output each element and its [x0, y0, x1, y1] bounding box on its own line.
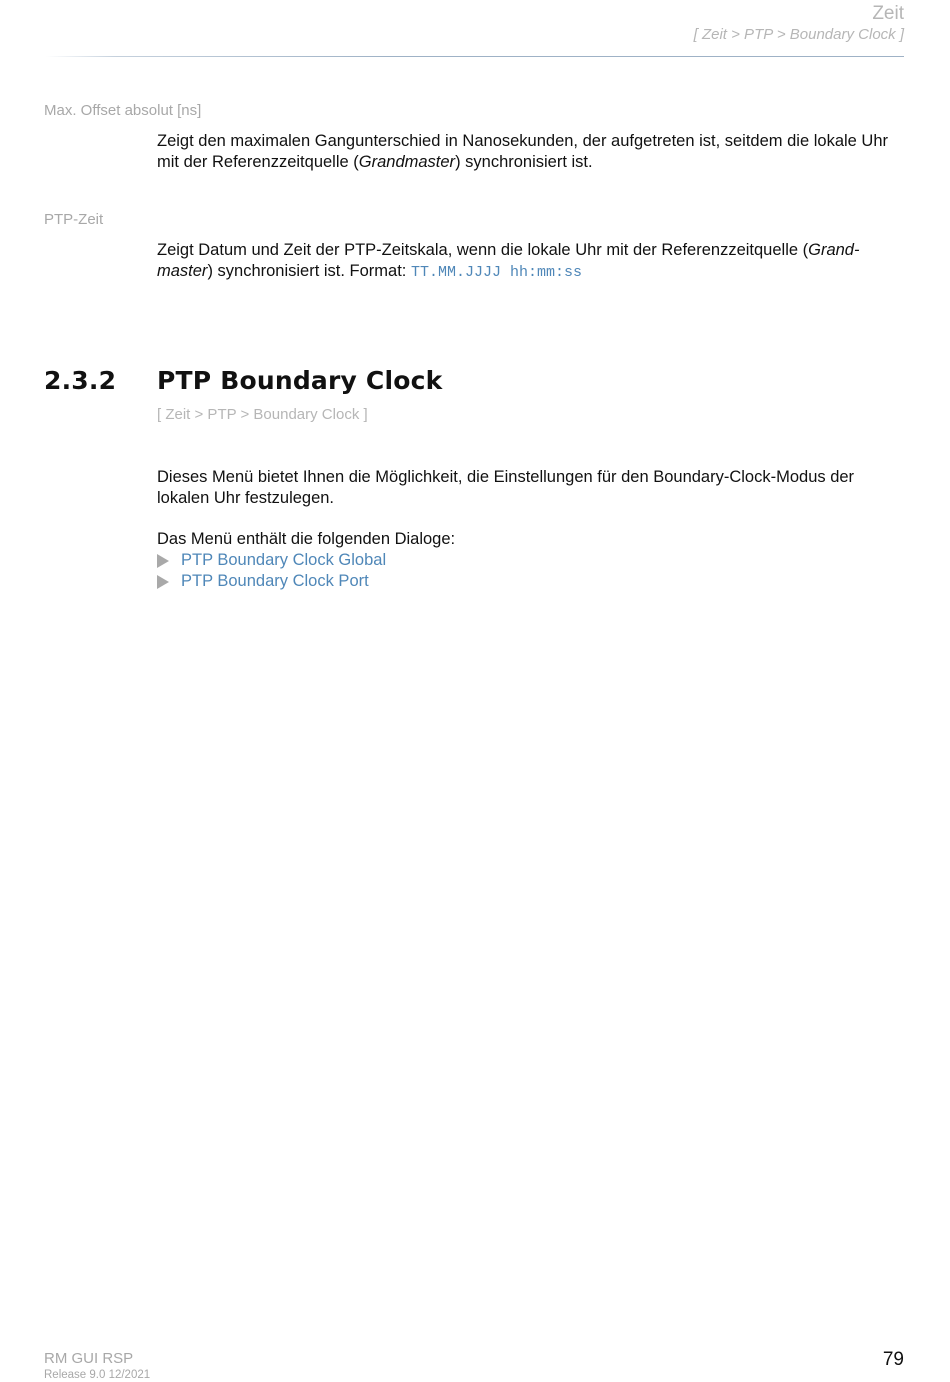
param-description-max-offset: Zeigt den maximalen Gangunterschied in Nanosekunden, der aufgetreten ist, seitdem die lokale Uhr mit der Referenzzeitquelle (Grandmaster) synchronisiert ist.	[157, 132, 889, 171]
dialog-list-intro: Das Menü enthält die folgenden Dialoge:	[157, 530, 456, 548]
dialog-list	[157, 550, 386, 592]
section-intro: Dieses Menü bietet Ihnen die Möglichkeit, die Einstellungen für den Boundary-Clock-Modus der lokalen Uhr festzulegen.	[157, 468, 855, 507]
page-number: 79	[882, 1349, 904, 1370]
param-label-max-offset: Max. Offset absolut [ns]	[44, 102, 202, 119]
link-ptp-boundary-clock-global[interactable]: PTP Boundary Clock Global	[181, 551, 387, 569]
param-label-ptp-time: PTP-Zeit	[44, 211, 104, 228]
header-breadcrumb: [ Zeit > PTP > Boundary Clock ]	[693, 26, 904, 43]
header-chapter: Zeit	[872, 3, 904, 24]
section-number: 2.3.2	[44, 366, 117, 395]
param-description-ptp-time: Zeigt Datum und Zeit der PTP-Zeitskala, wenn die lokale Uhr mit der Referenzzeitquelle (Grand-master) synchronisiert ist. Format: TT.MM.JJJJ hh:mm:ss	[157, 241, 860, 281]
list-item	[157, 571, 386, 592]
triangle-bullet-icon	[157, 554, 169, 568]
section-title: PTP Boundary Clock	[157, 366, 443, 395]
triangle-bullet-icon	[157, 575, 169, 589]
list-item	[157, 550, 386, 571]
link-ptp-boundary-clock-port[interactable]: PTP Boundary Clock Port	[181, 572, 369, 590]
header-divider	[46, 56, 904, 57]
footer-document-name: RM GUI RSP	[44, 1350, 134, 1367]
time-format-code: TT.MM.JJJJ hh:mm:ss	[410, 264, 583, 281]
section-breadcrumb: [ Zeit > PTP > Boundary Clock ]	[157, 406, 368, 423]
footer-release: Release 9.0 12/2021	[44, 1369, 151, 1381]
